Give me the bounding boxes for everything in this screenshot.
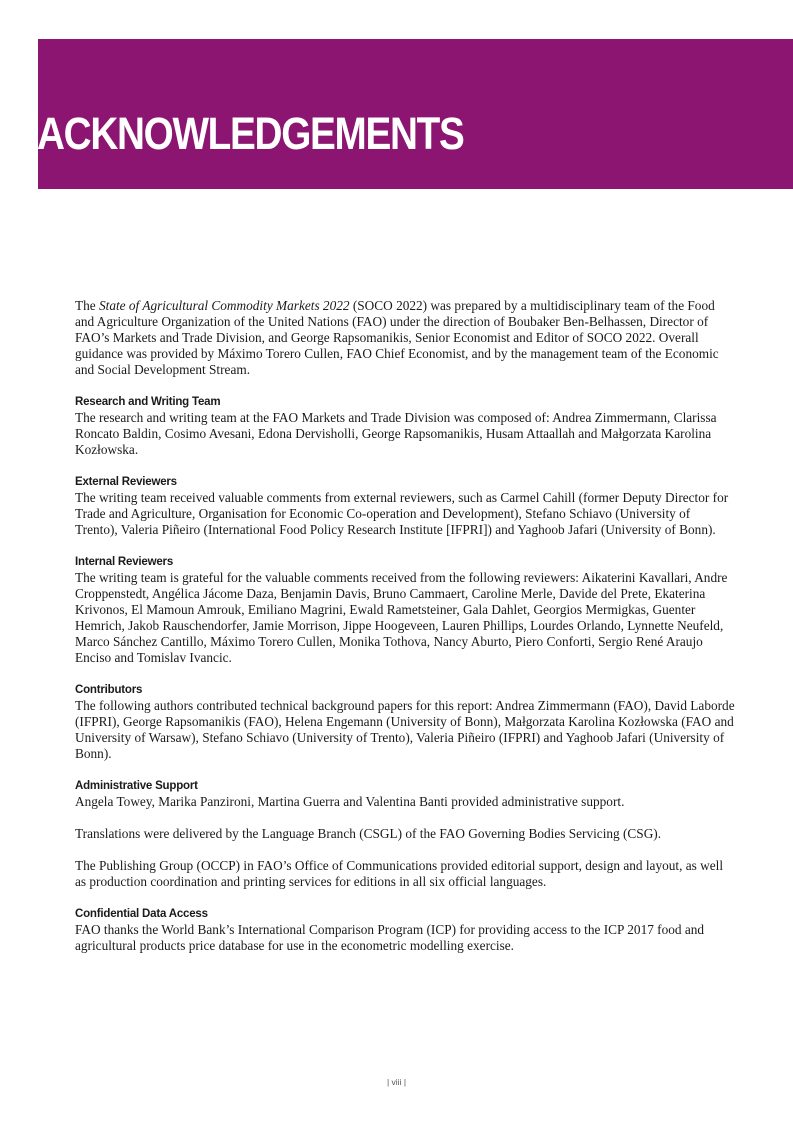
intro-paragraph bbox=[75, 298, 735, 378]
intro-lead: The bbox=[75, 298, 99, 313]
page-number: | viii | bbox=[386, 1077, 407, 1087]
report-title: State of Agricultural Commodity Markets 2022 bbox=[99, 298, 350, 313]
administrative-paragraph: Angela Towey, Marika Panzironi, Martina Guerra and Valentina Banti provided administrative support. bbox=[75, 794, 625, 809]
confidential-paragraph: FAO thanks the World Bank’s International Comparison Program (ICP) for providing access to the ICP 2017 food and agricultural products price database for use in the econometric modelling exercise. bbox=[75, 922, 705, 953]
contributors-heading: Contributors bbox=[75, 684, 143, 696]
intro-body: (SOCO 2022) was prepared by a multidisciplinary team of the Food and Agriculture Organization of the United Nations (FAO) under the direction of Boubaker Ben-Belhassen, Director of FAO’s Markets and Trade Division, and George Rapsomanikis, Senior Economist and Editor of SOCO 2022. Overall guidance was provided by Máximo Torero Cullen, FAO Chief Economist, and by the management team of the Economic and Social Development Stream. bbox=[75, 298, 719, 377]
internal-heading: Internal Reviewers bbox=[75, 556, 174, 568]
translations-paragraph: Translations were delivered by the Language Branch (CSGL) of the FAO Governing Bodies Servicing (CSG). bbox=[75, 826, 662, 841]
confidential-heading: Confidential Data Access bbox=[75, 908, 208, 920]
contributors-paragraph: The following authors contributed technical background papers for this report: Andrea Zimmermann (FAO), David Laborde (IFPRI), George Rapsomanikis (FAO), Helena Engemann (University of Bonn), Małgorzata Karolina Kozłowska (FAO and University of Warsaw), Stefano Schiavo (University of Trento), Valeria Piñeiro (IFPRI) and Yaghoob Jafari (University of Bonn). bbox=[75, 698, 735, 761]
page-title: ACKNOWLEDGEMENTS bbox=[37, 114, 464, 150]
acknowledgements-body bbox=[75, 298, 735, 970]
external-heading: External Reviewers bbox=[75, 476, 177, 488]
publishing-paragraph: The Publishing Group (OCCP) in FAO’s Office of Communications provided editorial support, design and layout, as well as production coordination and printing services for editions in all six official languages. bbox=[75, 858, 724, 889]
research-heading: Research and Writing Team bbox=[75, 396, 221, 408]
research-paragraph: The research and writing team at the FAO Markets and Trade Division was composed of: Andrea Zimmermann, Clarissa Roncato Baldin, Cosimo Avesani, Edona Dervisholli, George Rapsomanikis, Husam Attaallah and Małgorzata Karolina Kozłowska. bbox=[75, 410, 717, 457]
internal-paragraph: The writing team is grateful for the valuable comments received from the following reviewers: Aikaterini Kavallari, Andre Croppenstedt, Angélica Jácome Daza, Benjamin Davis, Bruno Cammaert, Caroline Merle, Davide del Prete, Ekaterina Krivonos, El Mamoun Amrouk, Emiliano Magrini, Ewald Rametsteiner, Gala Dahlet, Georgios Mermigkas, Guenter Hemrich, Jakob Rauschendorfer, Jamie Morrison, Jippe Hoogeveen, Lauren Phillips, Lourdes Orlando, Lynnette Neufeld, Marco Sánchez Cantillo, Máximo Torero Cullen, Monika Tothova, Nancy Aburto, Piero Conforti, Sergio René Araujo Enciso and Tomislav Ivancic. bbox=[75, 570, 728, 665]
external-paragraph: The writing team received valuable comments from external reviewers, such as Carmel Cahill (former Deputy Director for Trade and Agriculture, Organisation for Economic Co-operation and Development), Stefano Schiavo (University of Trento), Valeria Piñeiro (International Food Policy Research Institute [IFPRI]) and Yaghoob Jafari (University of Bonn). bbox=[75, 490, 729, 537]
administrative-heading: Administrative Support bbox=[75, 780, 198, 792]
